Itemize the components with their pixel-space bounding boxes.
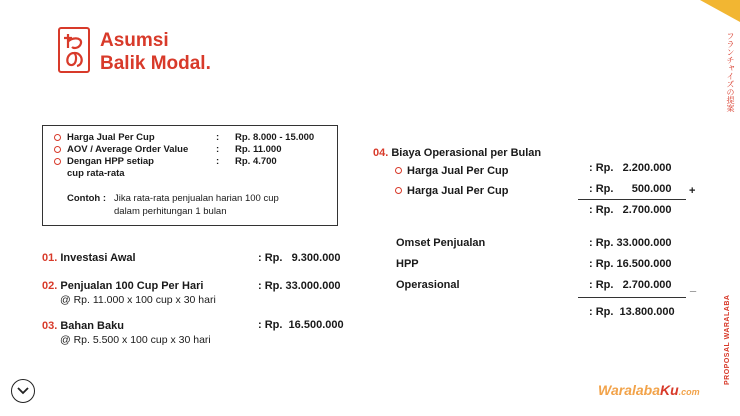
item-subtext: @ Rp. 5.500 x 100 cup x 30 hari (60, 334, 211, 346)
summary-label: HPP (396, 258, 419, 270)
item-number: 03. (42, 320, 58, 332)
assumption-label: AOV / Average Order Value (67, 144, 189, 155)
plus-sign: + (689, 185, 696, 197)
operational-row-label: Harga Jual Per Cup (407, 165, 509, 177)
operational-row-value: : Rp. 2.200.000 (589, 162, 672, 174)
item-investasi (42, 251, 136, 265)
item-value: : Rp. 33.000.000 (258, 280, 341, 292)
operational-title (373, 146, 541, 160)
bullet-icon (54, 158, 61, 165)
assumption-sep: : (216, 132, 220, 143)
assumption-sep: : (216, 144, 220, 155)
operational-total: : Rp. 2.700.000 (589, 204, 672, 216)
item-label: Bahan Baku (60, 320, 124, 332)
example-text-line1: Jika rata-rata penjualan harian 100 cup (114, 193, 279, 204)
summary-label: Omset Penjualan (396, 237, 486, 249)
item-subtext: @ Rp. 11.000 x 100 cup x 30 hari (60, 294, 216, 306)
side-japanese-label: フランチャイズの提案 (726, 32, 735, 112)
assumption-label: Dengan HPP setiap (67, 156, 154, 167)
minus-sign: _ (690, 281, 697, 293)
summary-value: : Rp. 33.000.000 (589, 237, 672, 249)
brand-logo-icon (58, 27, 90, 73)
bullet-icon (395, 167, 402, 174)
assumption-label: Harga Jual Per Cup (67, 132, 155, 143)
summary-value: : Rp. 16.500.000 (589, 258, 672, 270)
page-title-line2: Balik Modal. (100, 53, 211, 74)
assumption-value: Rp. 8.000 - 15.000 (235, 132, 315, 143)
item-value: : Rp. 9.300.000 (258, 252, 341, 264)
item-number: 02. (42, 280, 58, 292)
assumption-label-line2: cup rata-rata (67, 168, 125, 179)
page-title-line1: Asumsi (100, 30, 169, 51)
next-slide-button[interactable] (11, 379, 35, 403)
item-number: 01. (42, 252, 58, 264)
item-label: Penjualan 100 Cup Per Hari (60, 280, 204, 292)
example-label: Contoh : (67, 193, 107, 204)
item-label: Investasi Awal (60, 252, 136, 264)
operational-row-label: Harga Jual Per Cup (407, 185, 509, 197)
wa-no-logo-icon (62, 31, 86, 69)
assumption-sep: : (216, 156, 220, 167)
watermark-accent: Ku (660, 382, 679, 398)
corner-accent (700, 0, 740, 22)
assumption-value: Rp. 11.000 (235, 144, 282, 155)
chevron-down-icon (17, 387, 29, 395)
sum-line (578, 199, 686, 200)
summary-result: : Rp. 13.800.000 (589, 306, 675, 318)
item-penjualan (42, 279, 203, 293)
operational-row-value: : Rp. 500.000 (589, 183, 672, 195)
bullet-icon (54, 134, 61, 141)
item-value: : Rp. 16.500.000 (258, 319, 344, 331)
example-text-line2: dalam perhitungan 1 bulan (114, 206, 227, 217)
watermark-main: Waralaba (598, 382, 660, 398)
item-label: Biaya Operasional per Bulan (391, 147, 542, 159)
watermark-suffix: .com (678, 387, 700, 397)
side-proposal-label: PROPOSAL WARALABA (724, 294, 731, 385)
summary-label: Operasional (396, 279, 460, 291)
bullet-icon (395, 187, 402, 194)
difference-line (578, 297, 686, 298)
item-number: 04. (373, 147, 389, 159)
watermark-logo (598, 382, 700, 398)
bullet-icon (54, 146, 61, 153)
page-title (100, 29, 211, 75)
summary-value: : Rp. 2.700.000 (589, 279, 672, 291)
assumption-box (42, 125, 338, 226)
item-bahan-baku (42, 319, 124, 333)
assumption-value: Rp. 4.700 (235, 156, 277, 167)
